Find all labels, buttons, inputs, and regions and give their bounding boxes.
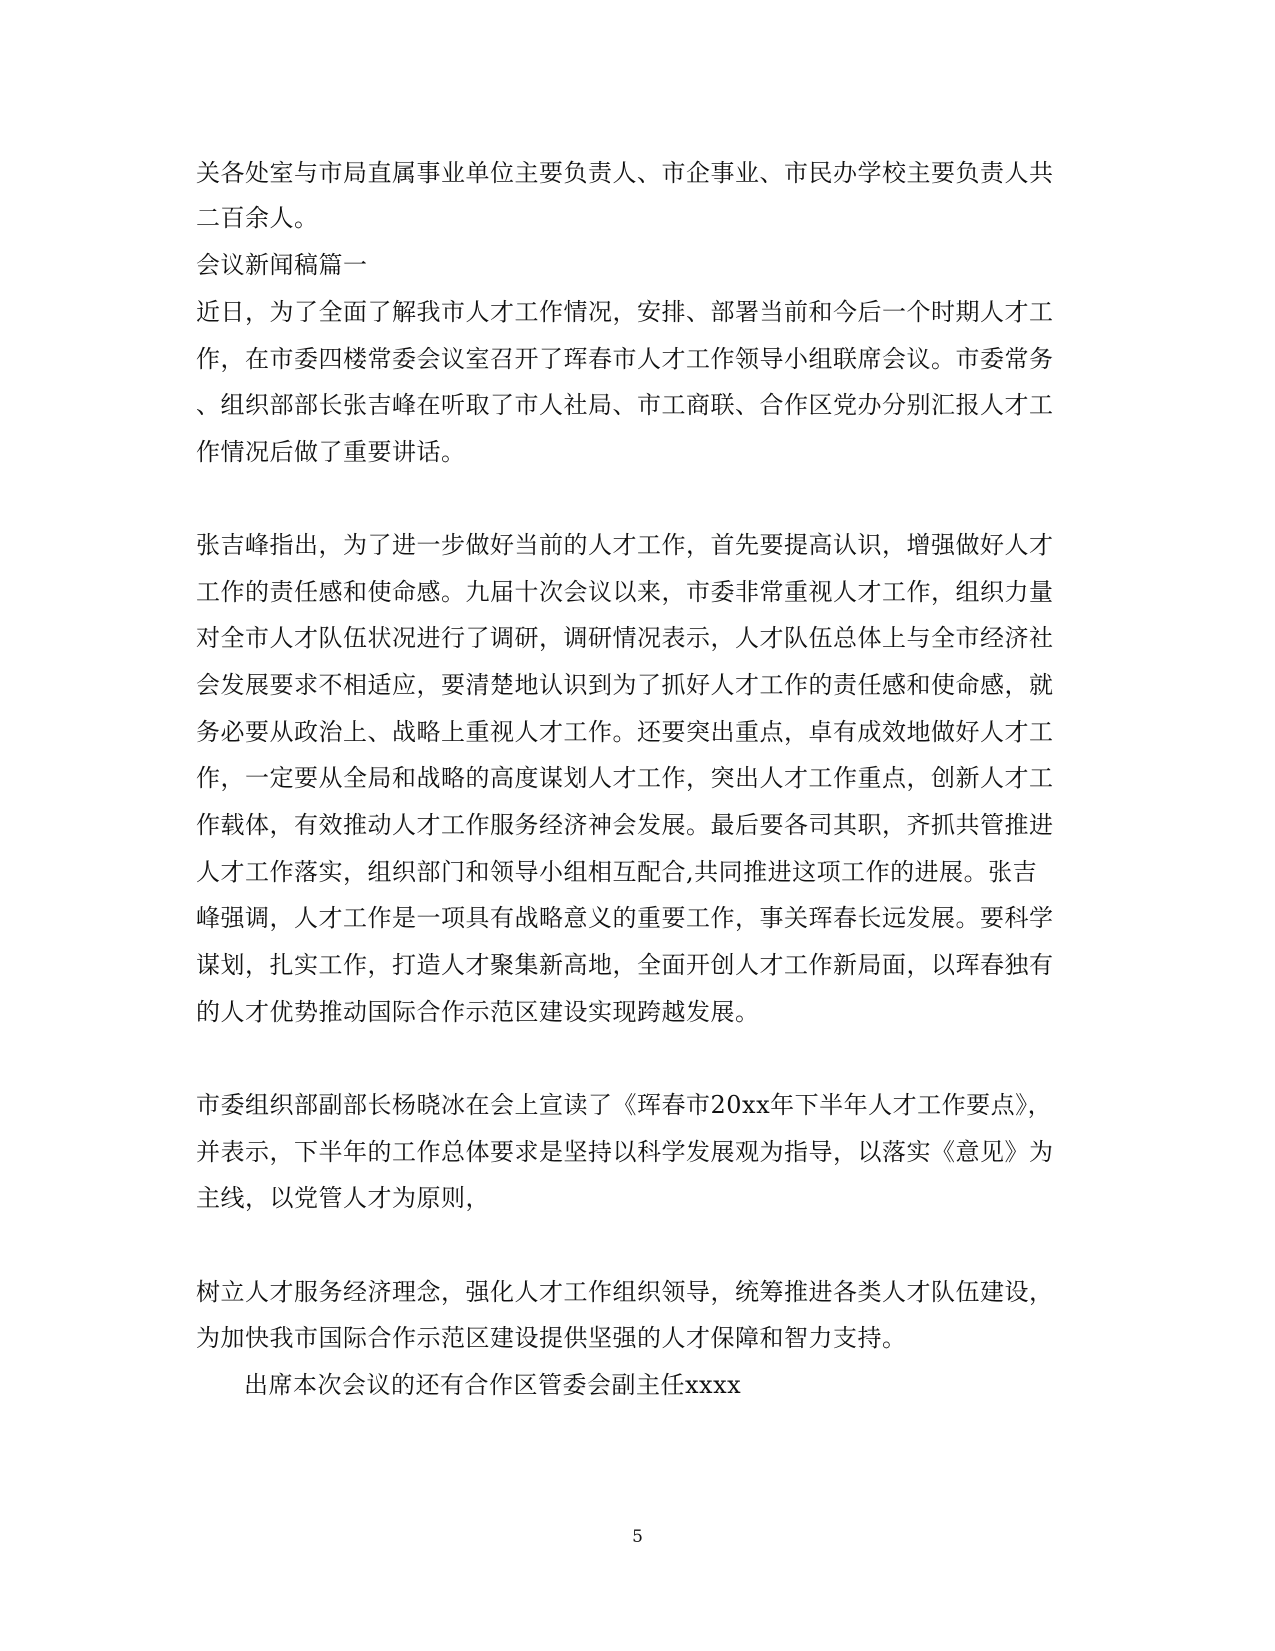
page-number: 5 bbox=[632, 1527, 643, 1547]
text-line: 峰强调，人才工作是一项具有战略意义的重要工作，事关珲春长远发展。要科学 bbox=[196, 904, 1054, 932]
text-line: 人才工作落实，组织部门和领导小组相互配合,共同推进这项工作的进展。张吉 bbox=[196, 858, 1038, 886]
text-line: 树立人才服务经济理念，强化人才工作组织领导，统筹推进各类人才队伍建设， bbox=[196, 1278, 1054, 1306]
text-line: 张吉峰指出，为了进一步做好当前的人才工作，首先要提高认识，增强做好人才 bbox=[196, 531, 1054, 559]
text-line: 谋划，扎实工作，打造人才聚集新高地，全面开创人才工作新局面，以珲春独有 bbox=[196, 951, 1054, 979]
text-line: 市委组织部副部长杨晓冰在会上宣读了《珲春市20xx年下半年人才工作要点》， bbox=[196, 1091, 1053, 1119]
text-line: 关各处室与市局直属事业单位主要负责人、市企事业、市民办学校主要负责人共 bbox=[196, 159, 1054, 187]
text-line: 工作的责任感和使命感。九届十次会议以来，市委非常重视人才工作，组织力量 bbox=[196, 578, 1054, 606]
text-line: 近日，为了全面了解我市人才工作情况，安排、部署当前和今后一个时期人才工 bbox=[196, 298, 1054, 326]
text-line: 的人才优势推动国际合作示范区建设实现跨越发展。 bbox=[196, 998, 760, 1026]
text-line: 作，在市委四楼常委会议室召开了珲春市人才工作领导小组联席会议。市委常务 bbox=[196, 345, 1054, 373]
text-line: 作情况后做了重要讲话。 bbox=[196, 438, 466, 466]
text-line: 作载体，有效推动人才工作服务经济神会发展。最后要各司其职，齐抓共管推进 bbox=[196, 811, 1054, 839]
text-line: 作，一定要从全局和战略的高度谋划人才工作，突出人才工作重点，创新人才工 bbox=[196, 764, 1054, 792]
text-line: 出席本次会议的还有合作区管委会副主任xxxx bbox=[244, 1371, 742, 1399]
text-line: 会发展要求不相适应，要清楚地认识到为了抓好人才工作的责任感和使命感，就 bbox=[196, 671, 1054, 699]
section-heading: 会议新闻稿篇一 bbox=[196, 251, 368, 279]
text-line: 二百余人。 bbox=[196, 204, 319, 232]
text-line: 对全市人才队伍状况进行了调研，调研情况表示，人才队伍总体上与全市经济社 bbox=[196, 624, 1054, 652]
text-line: 为加快我市国际合作示范区建设提供坚强的人才保障和智力支持。 bbox=[196, 1324, 907, 1352]
text-line: 务必要从政治上、战略上重视人才工作。还要突出重点，卓有成效地做好人才工 bbox=[196, 718, 1054, 746]
text-line: 并表示，下半年的工作总体要求是坚持以科学发展观为指导，以落实《意见》为 bbox=[196, 1138, 1054, 1166]
text-line: 、组织部部长张吉峰在听取了市人社局、市工商联、合作区党办分别汇报人才工 bbox=[196, 391, 1054, 419]
text-line: 主线，以党管人才为原则， bbox=[196, 1184, 490, 1212]
